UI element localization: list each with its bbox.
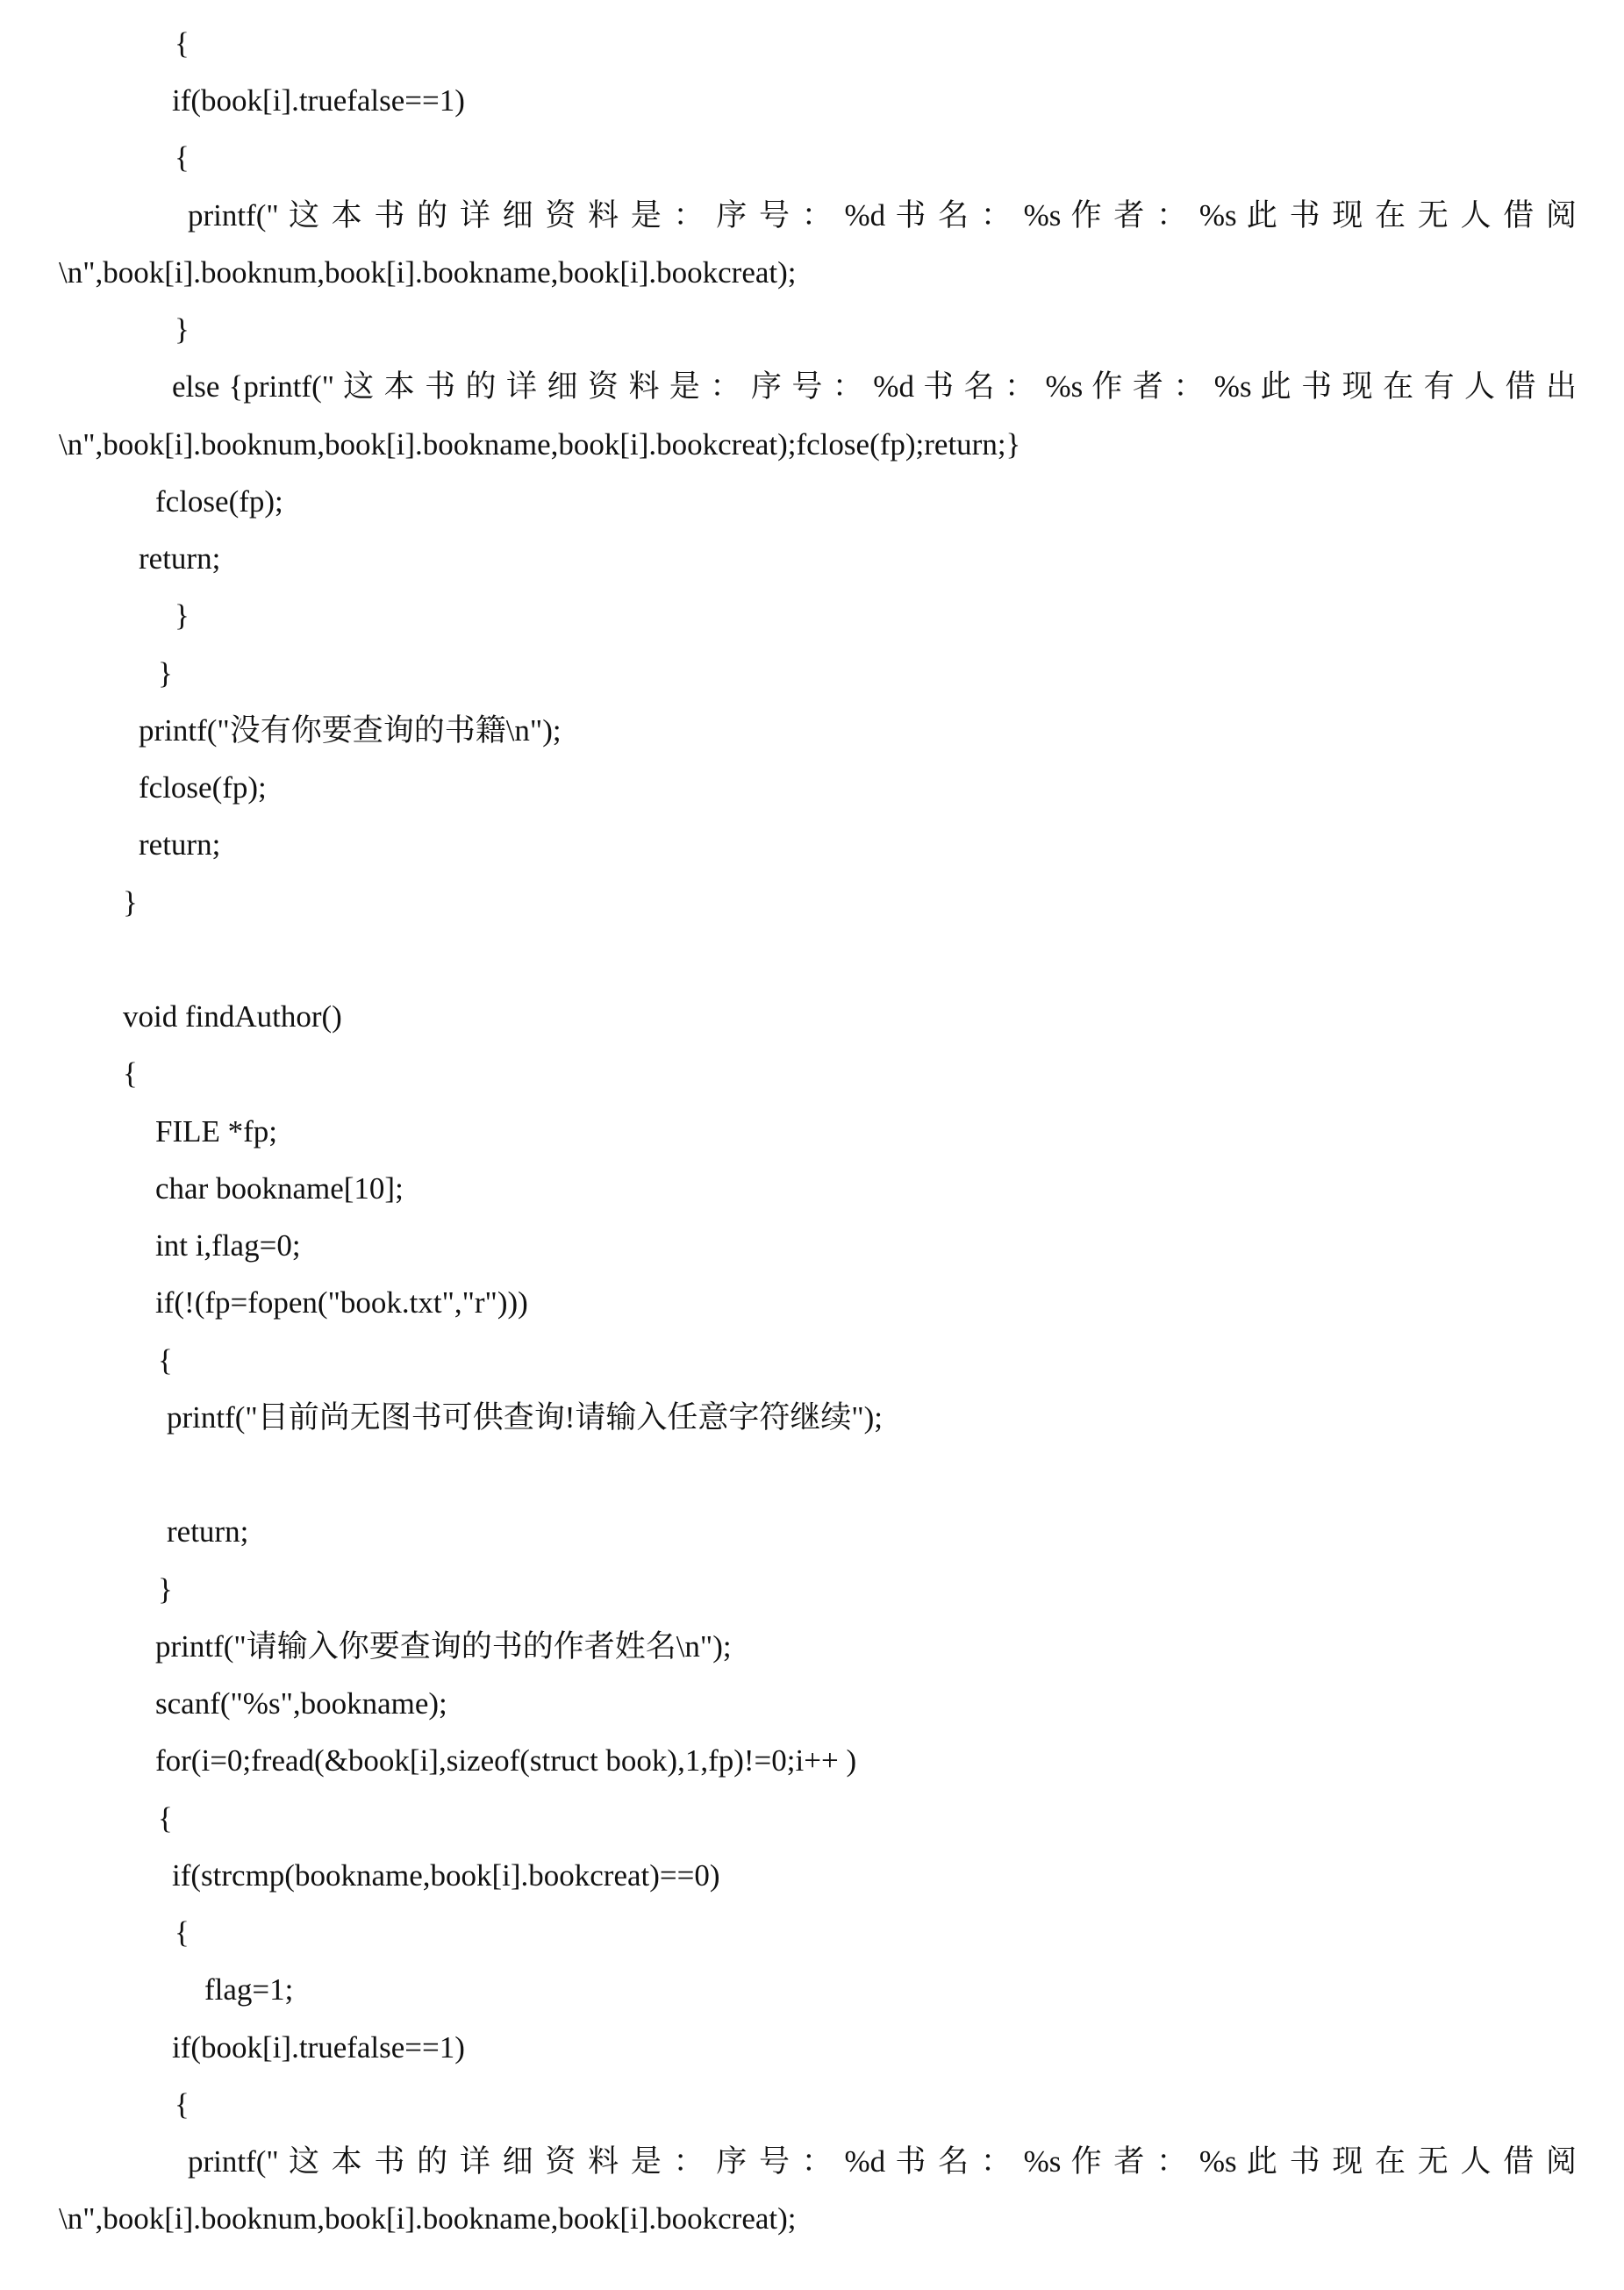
code-line: fclose(fp);: [155, 484, 283, 519]
code-line: \n",book[i].booknum,book[i].bookname,book[i].bookcreat);fclose(fp);return;}: [59, 427, 1021, 462]
code-line: return;: [139, 827, 221, 862]
code-line: if(strcmp(bookname,book[i].bookcreat)==0): [172, 1858, 720, 1893]
code-line: }: [123, 885, 138, 920]
code-line: printf("目前尚无图书可供查询!请输入任意字符继续");: [167, 1400, 884, 1435]
code-line: if(book[i].truefalse==1): [172, 2030, 465, 2065]
code-line: flag=1;: [204, 1972, 294, 2007]
code-line: {: [175, 140, 190, 175]
code-line: else {printf(" 这 本 书 的 详 细 资 料 是 ： 序 号 ： %d 书 名 ： %s 作 者 ： %s 此 书 现 在 有 人 借 出: [172, 369, 1577, 404]
code-line: fclose(fp);: [139, 770, 267, 805]
code-line: {: [175, 2087, 190, 2122]
code-line: {: [158, 1343, 173, 1378]
code-line: return;: [139, 541, 221, 576]
code-line: for(i=0;fread(&book[i],sizeof(struct book),1,fp)!=0;i++ ): [155, 1743, 857, 1778]
code-line: int i,flag=0;: [155, 1228, 301, 1263]
code-line: \n",book[i].booknum,book[i].bookname,book[i].bookcreat);: [59, 2201, 797, 2236]
code-line: void findAuthor(): [123, 999, 342, 1034]
code-line: {: [158, 1801, 173, 1836]
code-line: printf("请输入你要查询的书的作者姓名\n");: [155, 1629, 732, 1664]
code-line: printf(" 这 本 书 的 详 细 资 料 是 ： 序 号 ： %d 书 名 ： %s 作 者 ： %s 此 书 现 在 无 人 借 阅: [188, 2144, 1577, 2179]
code-line: if(!(fp=fopen("book.txt","r"))): [155, 1285, 528, 1320]
code-line: }: [158, 656, 173, 691]
code-line: {: [175, 26, 190, 61]
code-line: if(book[i].truefalse==1): [172, 83, 465, 118]
code-line: printf(" 这 本 书 的 详 细 资 料 是 ： 序 号 ： %d 书 名 ： %s 作 者 ： %s 此 书 现 在 无 人 借 阅: [188, 198, 1577, 233]
code-line: scanf("%s",bookname);: [155, 1686, 447, 1721]
code-line: }: [175, 598, 190, 633]
code-line: \n",book[i].booknum,book[i].bookname,book[i].bookcreat);: [59, 255, 797, 290]
code-line: }: [158, 1572, 173, 1607]
code-line: {: [175, 1915, 190, 1950]
code-line: }: [175, 312, 190, 347]
code-line: return;: [167, 1514, 249, 1549]
code-line: char bookname[10];: [155, 1171, 404, 1206]
code-line: FILE *fp;: [155, 1114, 278, 1149]
code-line: printf("没有你要查询的书籍\n");: [139, 713, 562, 748]
code-line: {: [123, 1056, 138, 1091]
